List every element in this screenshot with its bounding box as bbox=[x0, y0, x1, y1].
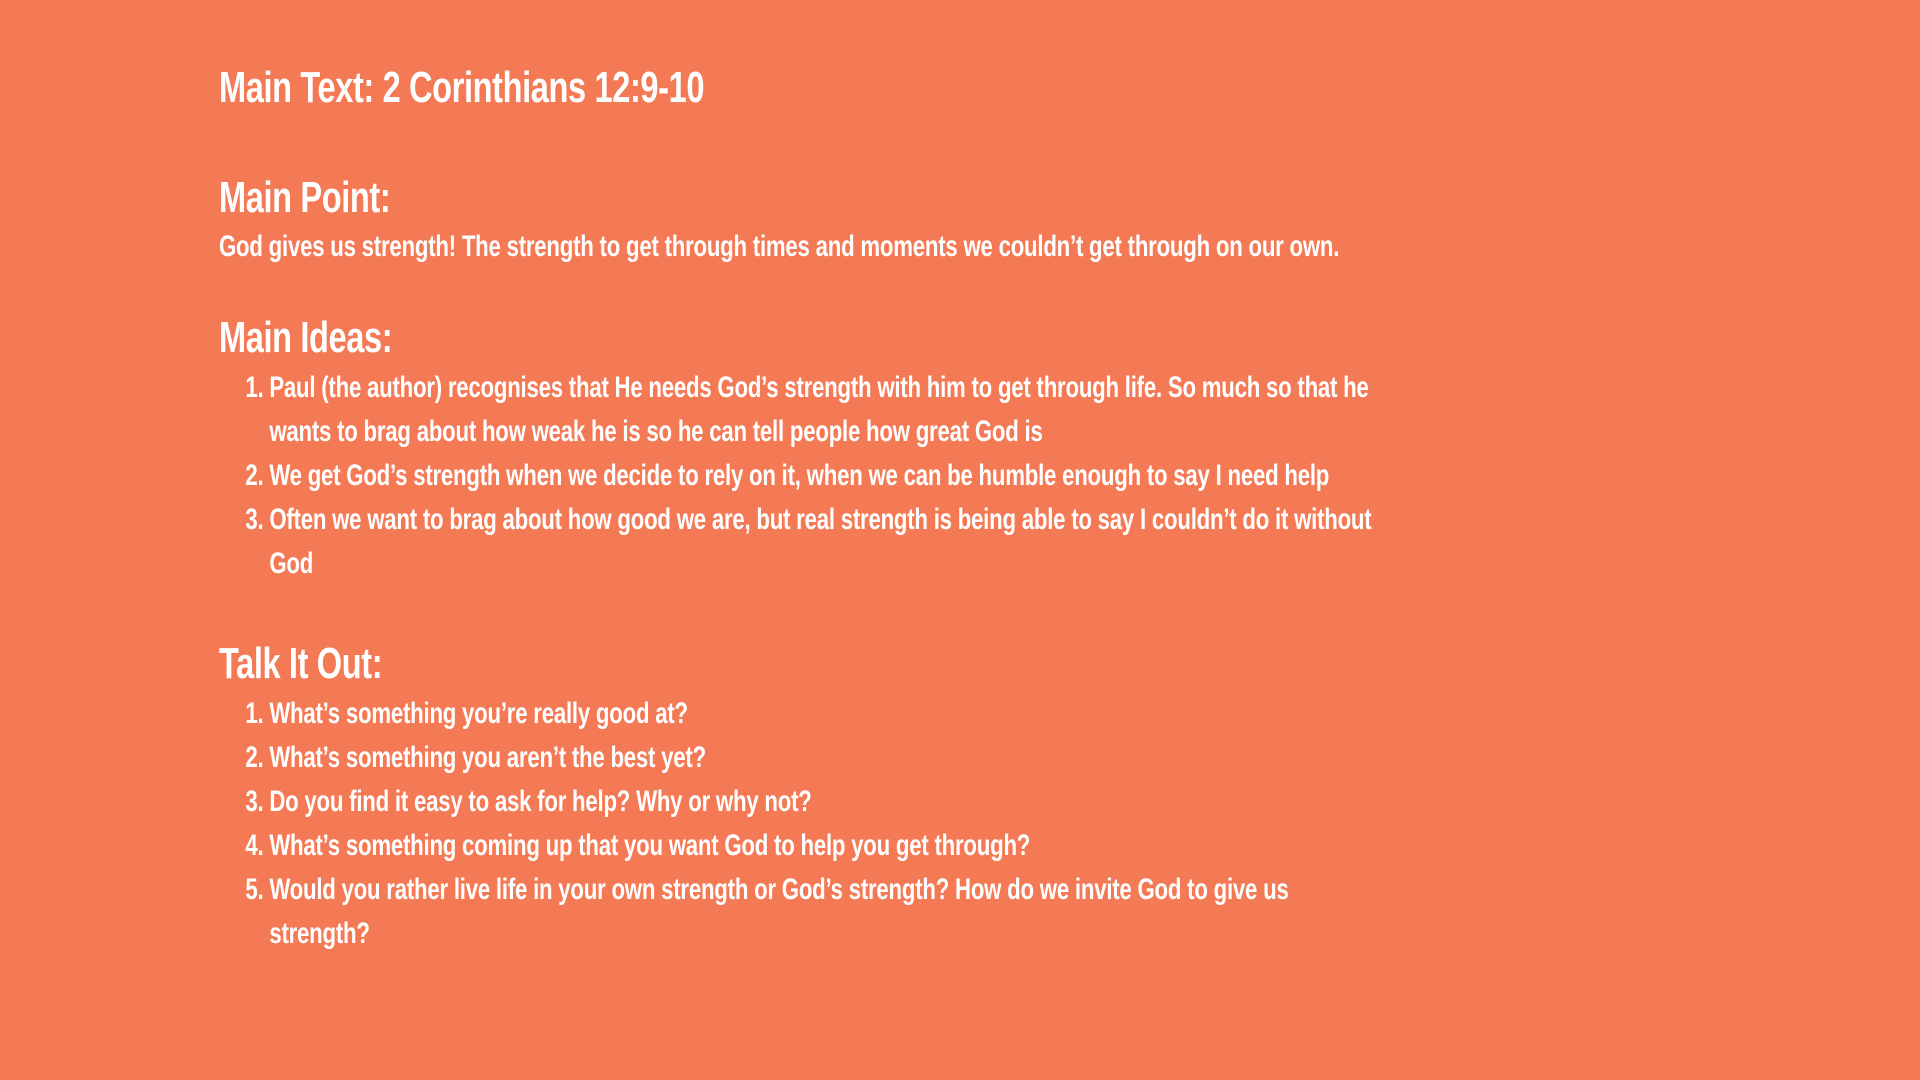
list-number: 3. bbox=[245, 785, 264, 818]
list-item bbox=[219, 498, 1373, 586]
list-number: 2. bbox=[245, 459, 264, 492]
list-number: 1. bbox=[245, 697, 264, 730]
list-number: 5. bbox=[245, 873, 264, 906]
main-ideas-section bbox=[219, 310, 1373, 586]
list-text: Paul (the author) recognises that He needs God’s strength with him to get through life. So much so that he wants to brag about how weak he is so he can tell people how great God is bbox=[269, 371, 1369, 448]
list-item bbox=[219, 736, 1373, 780]
list-item bbox=[219, 868, 1373, 956]
list-text: What’s something you aren’t the best yet? bbox=[269, 741, 706, 774]
list-text: Often we want to brag about how good we are, but real strength is being able to say I couldn’t do it without God bbox=[269, 503, 1372, 580]
list-item bbox=[219, 824, 1373, 868]
list-text: What’s something you’re really good at? bbox=[269, 697, 688, 730]
list-text: We get God’s strength when we decide to rely on it, when we can be humble enough to say I need help bbox=[269, 459, 1330, 492]
talk-it-out-list bbox=[219, 692, 1373, 956]
talk-it-out-section bbox=[219, 636, 1373, 956]
list-item bbox=[219, 366, 1373, 454]
list-item bbox=[219, 780, 1373, 824]
main-ideas-heading: Main Ideas: bbox=[219, 313, 393, 362]
talk-it-out-heading: Talk It Out: bbox=[219, 639, 383, 688]
main-ideas-list bbox=[219, 366, 1373, 586]
main-point-heading: Main Point: bbox=[219, 173, 391, 222]
list-item bbox=[219, 454, 1373, 498]
slide-content bbox=[219, 60, 1373, 956]
list-number: 1. bbox=[245, 371, 264, 404]
list-text: What’s something coming up that you want God to help you get through? bbox=[269, 829, 1031, 862]
list-number: 3. bbox=[245, 503, 264, 536]
list-number: 2. bbox=[245, 741, 264, 774]
main-text-heading: Main Text: 2 Corinthians 12:9-10 bbox=[219, 63, 705, 112]
list-number: 4. bbox=[245, 829, 264, 862]
list-item bbox=[219, 692, 1373, 736]
list-text: Do you find it easy to ask for help? Why or why not? bbox=[269, 785, 812, 818]
main-point-body: God gives us strength! The strength to get through times and moments we couldn’t get through on our own. bbox=[219, 230, 1340, 263]
list-text: Would you rather live life in your own strength or God’s strength? How do we invite God to give us strength? bbox=[269, 873, 1289, 950]
